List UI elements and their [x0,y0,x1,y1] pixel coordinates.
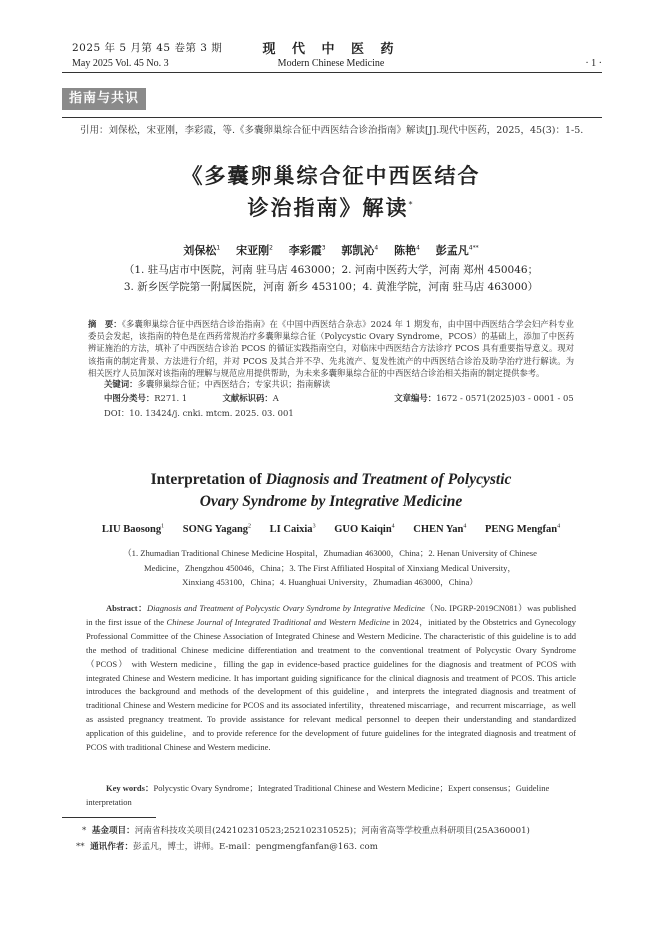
abstract-en-part1: （No. IPGRP-2019CN081）was published in the first issue of the [86,603,576,627]
keywords-cn-label: 关键词： [104,379,138,389]
author-cn: 刘保松$^1$ [183,244,221,257]
abstract-en-guideline-title: Diagnosis and Treatment of Polycystic Ovary Syndrome by Integrative Medicine [147,603,425,613]
abstract-en-label: Abstract： [106,603,148,613]
authors-cn [0,242,662,258]
title-en-italic1: Diagnosis and Treatment of Polycystic [265,471,512,488]
affiliation-en-line1: （1. Zhumadian Traditional Chinese Medicine Hospital，Zhumadian 463000，China；2. Henan University of Chinese [123,548,537,558]
abstract-cn-text: 《多囊卵巢综合征中西医结合诊治指南》在《中国中西医结合杂志》2024 年 1 期发布，由中国中西医结合学会妇产科专业委员会发起，该指南的特色是在西药常规治疗多囊卵巢综合征（Polycystic Ovary Syndrome，PCOS）的基础上，添加了中医药辨证施治的方法，填补了中西医结合诊治 PCOS 的循证实践指南空白，对临床中西医结合方法诊疗 PCOS 具有重要指导意义。现对该指南的制定背景、方法进行介绍，并对 PCOS 及其合并不孕、先兆流产、复发性流产的中西医结合诊治及助孕治疗进行解读。为相关医疗人员加深对该指南的理解与规范应用提供帮助，为未来多囊卵巢综合征的中西医结合诊治相关指南的制定提供参考。 [88,319,574,378]
footnote-text: 河南省科技攻关项目(242102310523;252102310525)；河南省高等学校重点科研项目(25A360001) [134,826,530,836]
footnote-label: 基金项目： [91,826,135,836]
title-en-prefix: Interpretation of [150,471,266,488]
author-en: LIU Baosong$^1$ [101,523,165,535]
affiliations-en [80,546,580,590]
authors-en [0,523,662,535]
footnote-corresponding [76,840,378,852]
author-cn: 陈艳$^4$ [394,244,420,257]
article-number-label: 文章编号： [394,393,437,403]
clc-label: 中图分类号： [104,393,155,403]
keywords-en [86,782,576,810]
doc-code-label: 文献标识码： [222,393,273,403]
abstract-en-journal: Chinese Journal of Integrated Traditional and Western Medicine [166,616,391,627]
keywords-cn-text: 多囊卵巢综合征；中西医结合；专家共识；指南解读 [137,379,331,389]
author-cn: 宋亚刚$^2$ [236,244,273,257]
article-number-value: 1672 - 0571(2025)03 - 0001 - 05 [436,393,574,403]
author-cn: 彭孟凡$^{4**}$ [435,244,479,257]
title-en-italic2: Ovary Syndrome by Integrative Medicine [199,493,463,510]
author-cn: 郭凯沁$^4$ [341,244,379,257]
title-cn-line1: 《多囊卵巢综合征中西医结合 [181,164,481,188]
title-footnote-mark: * [408,200,415,209]
journal-issue-cn: 2025 年 5 月第 45 卷第 3 期 [72,42,223,54]
abstract-cn [88,318,574,379]
affiliation-en-line2: Medicine，Zhengzhou 450046，China；3. The First Affiliated Hospital of Xinxiang Medical University， [143,562,517,573]
page-number: · 1 · [585,58,602,69]
abstract-en-part2: in 2024，initiated by the Obstetrics and Gynecology Professional Committee of the Chinese Association of Integrated Chinese and Western Medicine. The characteristic of this guideline is to add the method of traditional Chinese medicine differentiation and treatment to the conventional treatment of Polycystic Ovary Syndrome（PCOS） with Western medicine，filling the gap in evidence-based practice guidelines for the diagnosis and treatment of PCOS with integrated Chinese and Western medicine. It has important guiding significance for the clinical diagnosis and treatment of PCOS. This article introduces the background and methods of the development of this guideline，and interprets the integrated diagnosis and treatment of traditional Chinese and Western medicine for PCOS and its associated infertility，threatened miscarriage，and recurrent miscarriage，as well as assisted pregnancy treatment. To provide assistance for relevant medical personnel to deepen their understanding and standardized application of this guideline，and to provide reference for the development of future guidelines for the integrated diagnosis and treatment of PCOS with traditional Chinese and Western medicine. [86,616,576,753]
header-rule [62,72,602,73]
author-en: SONG Yagang$^2$ [182,523,252,535]
author-en: GUO Kaiqin$^4$ [334,523,395,535]
journal-issue-en: May 2025 Vol. 45 No. 3 [72,58,169,69]
clc-value: R271. 1 [154,393,188,403]
affiliation-cn-line2: 3. 新乡医学院第一附属医院，河南 新乡 453100；4. 黄淮学院，河南 驻马店 463000） [123,281,539,293]
footnote-funding [82,824,530,836]
journal-name-en: Modern Chinese Medicine [277,58,385,69]
author-cn: 李彩霞$^3$ [288,244,326,257]
footnote-mark: ** [76,842,85,852]
title-cn-line2 [0,192,662,222]
abstract-cn-label: 摘 要： [88,319,122,329]
journal-name-cn: 现 代 中 医 药 [262,42,400,57]
author-en: PENG Mengfan$^4$ [485,523,561,535]
doi: DOI：10. 13424/j. cnki. mtcm. 2025. 03. 001 [104,408,294,418]
classification-line [104,392,574,404]
citation: 引用：刘保松，宋亚刚，李彩霞，等.《多囊卵巢综合征中西医结合诊治指南》解读[J].现代中医药，2025，45(3)：1-5. [80,125,584,136]
title-cn-line2-text: 诊治指南》解读 [247,196,409,220]
author-en: CHEN Yan$^4$ [413,523,467,535]
keywords-en-text: Polycystic Ovary Syndrome；Integrated Traditional Chinese and Western Medicine；Expert consensus；Guideline interpretation [86,783,550,807]
abstract-en [86,602,576,755]
footnote-label: 通讯作者： [90,842,134,852]
keywords-en-label: Key words： [106,783,154,793]
affiliation-cn-line1: （1. 驻马店市中医院，河南 驻马店 463000；2. 河南中医药大学，河南 郑州 450046； [123,264,539,276]
footnote-text: 彭孟凡，博士，讲师。E-mail：pengmengfanfan@163. com [133,842,378,852]
column-rule [62,117,602,118]
title-en-line1 [0,471,662,489]
affiliation-en-line3: Xinxiang 453100，China；4. Huanghuai University，Zhumadian 463000，China） [182,577,478,587]
author-en: LI Caixia$^3$ [269,523,316,535]
column-label: 指南与共识 [62,88,146,110]
footnote-mark: * [82,826,87,836]
title-en-line2 [0,493,662,511]
footnote-rule [62,817,156,818]
keywords-cn [104,378,330,390]
doc-code-value: A [272,393,279,403]
